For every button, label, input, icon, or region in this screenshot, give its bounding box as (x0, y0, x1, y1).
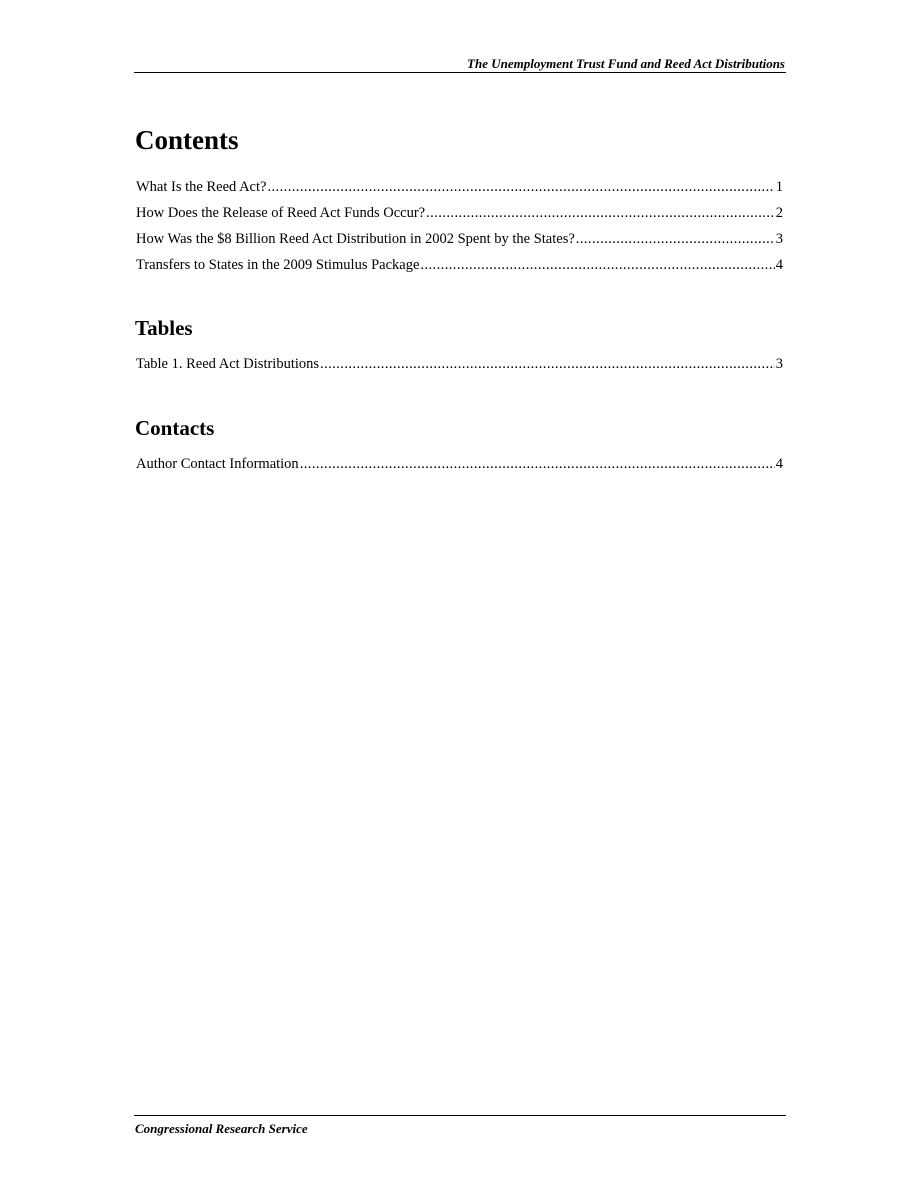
footer-publisher: Congressional Research Service (135, 1121, 308, 1136)
toc-entry-page: 4 (775, 456, 783, 472)
toc-entry-title: How Does the Release of Reed Act Funds Occur? (136, 205, 426, 221)
dot-leader (420, 252, 774, 278)
toc-entry-title: Author Contact Information (136, 456, 299, 472)
toc-entry-title: Transfers to States in the 2009 Stimulus Package (136, 257, 420, 273)
toc-entry-page: 3 (775, 231, 783, 247)
toc-entry-table-1[interactable] (136, 351, 783, 377)
toc-entry-8-billion-distribution[interactable] (136, 226, 783, 252)
running-header-title: The Unemployment Trust Fund and Reed Act Distributions (467, 56, 785, 71)
running-header (134, 56, 786, 73)
toc-entry-page: 2 (775, 205, 783, 221)
toc-entry-page: 1 (775, 179, 783, 195)
dot-leader (576, 226, 775, 252)
dot-leader (267, 174, 774, 200)
toc-entry-author-contact[interactable] (136, 451, 783, 477)
contents-list (136, 174, 783, 278)
toc-entry-page: 3 (775, 356, 783, 372)
toc-entry-what-is-reed-act[interactable] (136, 174, 783, 200)
dot-leader (300, 451, 775, 477)
toc-entry-release-of-funds[interactable] (136, 200, 783, 226)
tables-heading: Tables (135, 316, 193, 340)
toc-entry-title: How Was the $8 Billion Reed Act Distribution in 2002 Spent by the States? (136, 231, 575, 247)
contacts-list (136, 451, 783, 477)
toc-entry-title: What Is the Reed Act? (136, 179, 267, 195)
toc-entry-2009-stimulus[interactable] (136, 252, 783, 278)
contents-heading: Contents (135, 125, 239, 155)
toc-entry-page: 4 (775, 257, 783, 273)
toc-entry-title: Table 1. Reed Act Distributions (136, 356, 320, 372)
tables-list (136, 351, 783, 377)
dot-leader (320, 351, 775, 377)
running-footer (134, 1115, 786, 1136)
contacts-heading: Contacts (135, 416, 215, 440)
dot-leader (426, 200, 775, 226)
